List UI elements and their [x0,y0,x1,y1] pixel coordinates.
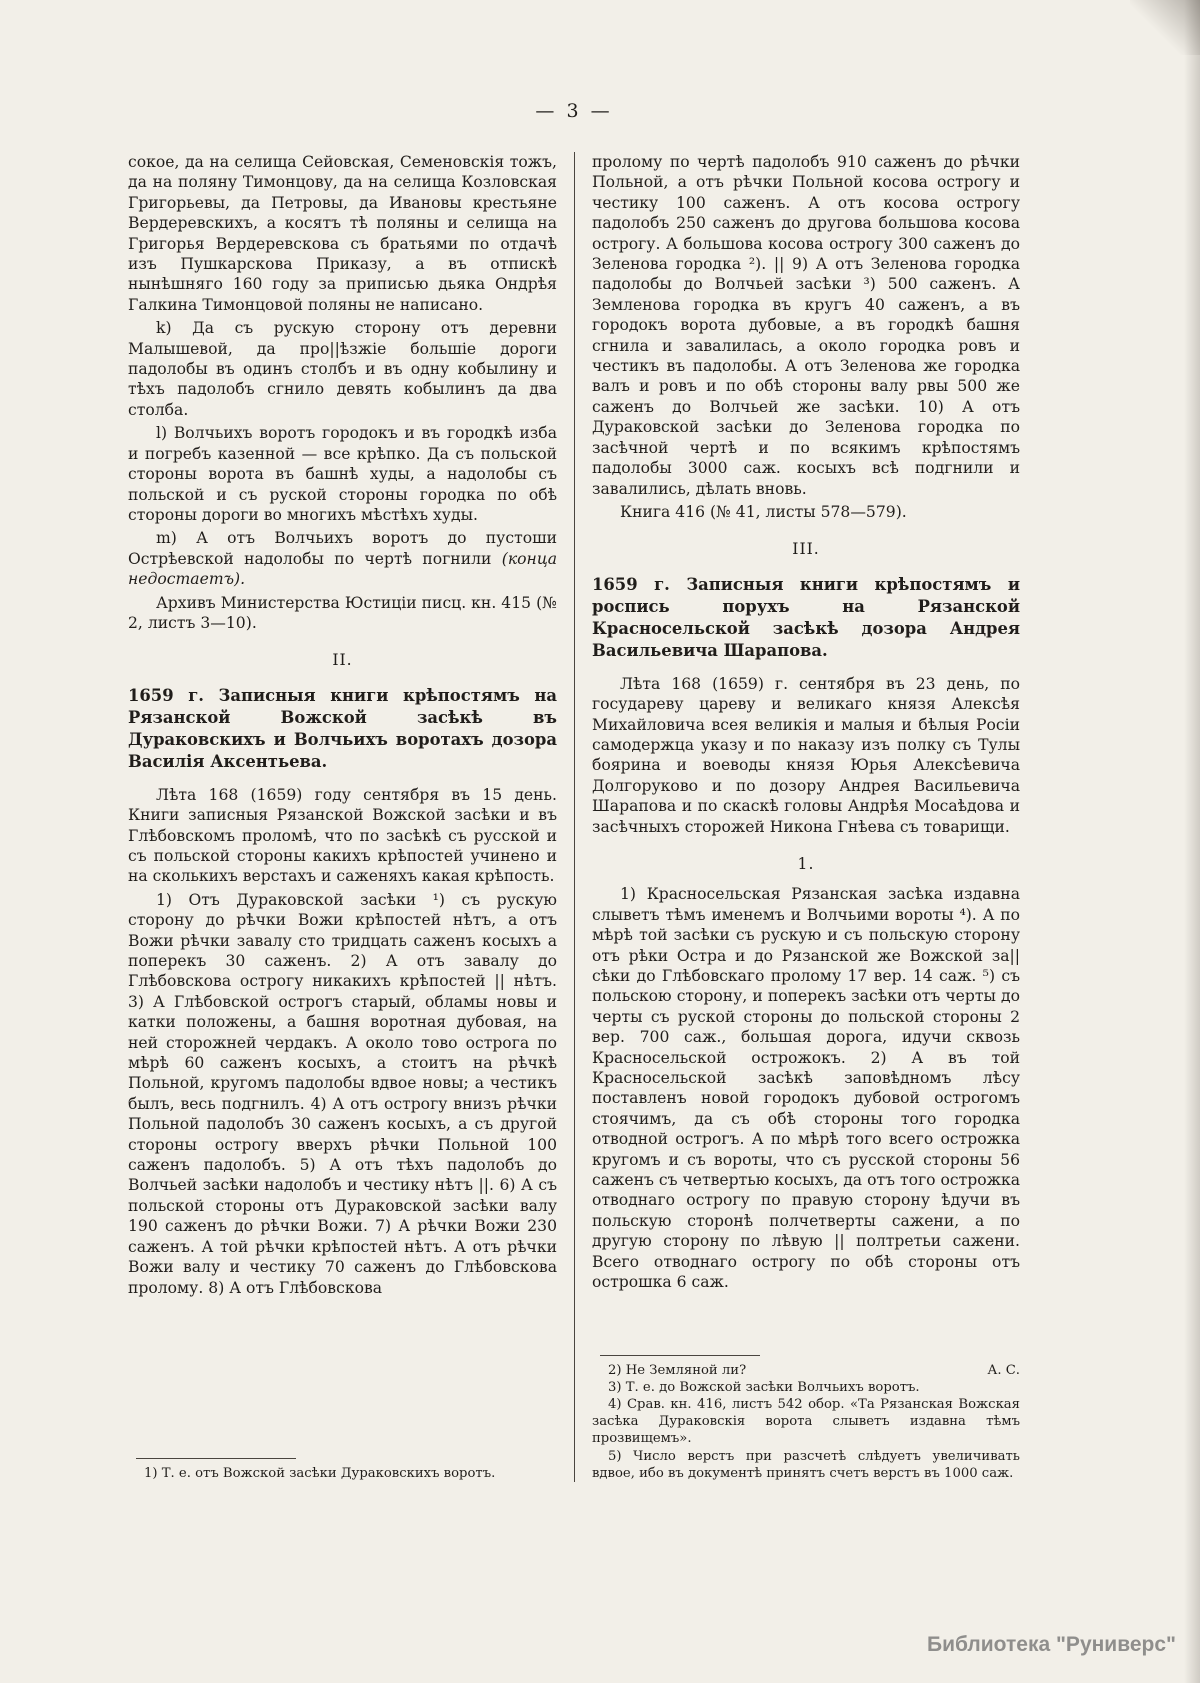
page-number: — 3 — [535,100,613,122]
paragraph: m) А отъ Волчьихъ воротъ до пустоши Острѣевской надолобы по чертѣ погнили (конца недостаетъ). [128,529,557,589]
footnote: 4) Срав. кн. 416, листъ 542 обор. «Та Рязанская Вожская засѣка Дураковскія ворота слыветъ издавна тѣмъ прозвищемъ». [592,1396,1020,1447]
paragraph: Лѣта 168 (1659) г. сентября въ 23 день, по государеву цареву и великаго князя Алексѣя Михайловича всея великія и малыя и бѣлыя Росіи самодержца указу и по наказу изъ полку съ Тулы боярина и воеводы князя Юрья Алексѣевича Долгоруково и по дозору Андрея Васильевича Шарапова и по скаскѣ головы Андрѣя Мосаѣдова и засѣчныхъ сторожей Никона Гнѣева съ товарищи. [592,674,1020,836]
scan-corner-shadow [1130,0,1200,55]
footnote: 3) Т. е. до Вожской засѣки Волчьихъ воротъ. [608,1379,920,1395]
footnote: 5) Число верстъ при разсчетѣ слѣдуетъ увеличивать вдвое, ибо въ документѣ принятъ счетъ верстъ въ 1000 саж. [592,1448,1020,1481]
paragraph: 1) Красносельская Рязанская засѣка издавна слыветъ тѣмъ именемъ и Волчьими вороты ⁴). А по мѣрѣ той засѣки съ рускую и съ польскую сторону отъ рѣки Остра и до Рязанской же Вожской за||сѣки до Глѣбовскаго пролому 17 вер. 14 саж. ⁵) съ польскою сторону, и поперекъ засѣки отъ черты до черты съ руской стороны до польской стороны 2 вер. 700 саж., большая дорога, идучи сквозь Красносельской острожокъ. 2) А въ той Красносельской засѣкѣ заповѣдномъ лѣсу поставленъ новой городокъ дубовой острогомъ стоячимъ, да съ обѣ стороны того городка отводной острогъ. А по мѣрѣ того всего острожка кругомъ и съ вороты, что съ русской стороны 56 саженъ съ четвертью косыхъ, да отъ того острожка отводнаго острогу по правую сторону ѣдучи въ польскую сторонѣ полчетверты сажени, а по другую сторону по лѣвую || полтретьи сажени. Всего отводнаго острогу по обѣ стороны отъ острошка 6 саж. [592,885,1020,1292]
footnote: 2) Не Земляной ли? А. С. [608,1362,1020,1378]
library-watermark: Библиотека "Руниверс" [926,1633,1176,1656]
italic-note: (конца недостаетъ). [128,549,557,589]
left-column [128,152,574,1482]
paragraph: k) Да съ рускую сторону отъ деревни Малышевой, да про||ѣзжіе большіе дороги падолобы въ одинъ столбъ и въ одну кобылину и тѣхъ падолобъ сгнило девять кобылинъ да два столба. [128,319,557,419]
section-number: III. [792,540,820,559]
paragraph: 1) Отъ Дураковской засѣки ¹) съ рускую сторону до рѣчки Вожи крѣпостей нѣтъ, а отъ Вожи рѣчки завалу сто тридцать саженъ косыхъ а поперекъ 30 саженъ. 2) А отъ завалу до Глѣбовскова острогу никакихъ крѣпостей || нѣтъ. 3) А Глѣбовской острогъ старый, обламы новы и катки положены, а башня воротная дубовая, на ней сторожней чердакъ. А около тово острога по мѣрѣ 60 саженъ косыхъ, а стоитъ на рѣчкѣ Польной, кругомъ падолобы вдвое новы; а честикъ былъ, весь подгнилъ. 4) А отъ острогу внизъ рѣчки Польной падолобъ 30 саженъ косыхъ, а съ другой стороны острогу вверхъ рѣчки Польной 100 саженъ падолобъ. 5) А отъ тѣхъ падолобъ до Волчьей засѣки надолобъ и честику нѣтъ ||. 6) А съ польской стороны отъ Дураковской засѣки валу 190 саженъ до рѣчки Вожи. 7) А рѣчки Вожи 230 саженъ. А той рѣчки крѣпостей нѣтъ. А отъ рѣчки Вожи валу и честику 70 саженъ до Глѣбовскова пролому. 8) А отъ Глѣбовскова [128,890,557,1297]
section-number: 1. [797,854,815,873]
footnote-initials: А. С. [987,1362,1020,1378]
footnotes-block [128,1450,557,1482]
footnote-rule [136,1458,296,1459]
footnote-rule [600,1355,760,1356]
paragraph: Лѣта 168 (1659) году сентября въ 15 день. Книги записныя Рязанской Вожской засѣки и въ Глѣбовскомъ проломѣ, что по засѣкѣ съ русской и съ польской стороны какихъ крѣпостей учинено и на сколькихъ верстахъ и саженяхъ какая крѣпость. [128,785,557,886]
paragraph: пролому по чертѣ падолобъ 910 саженъ до рѣчки Польной, а отъ рѣчки Польной косова острогу и честику 100 саженъ. А отъ косова острогу падолобъ 250 саженъ до другова большова косова острогу. А большова косова острогу 300 саженъ до Зеленова городка ²). || 9) А отъ Зеленова городка падолобы до Волчьей засѣки ³) 500 саженъ. А Земленова городка въ кругъ 40 саженъ, а въ городокъ ворота дубовые, а въ городкѣ башня сгнила и завалилась, а около городка ровъ и честикъ въ падолобы. А отъ Зеленова же городка валъ и ровъ и по обѣ стороны валу рвы 500 же саженъ до Волчьей же засѣки. 10) А отъ Дураковской засѣки до Зеленова городка по засѣчной чертѣ и по всякимъ крѣпостямъ падолобы 3000 саж. косыхъ всѣ подгнили и завалились, дѣлать вновь. [592,153,1020,498]
paragraph: сокое, да на селища Сейовская, Семеновскія тожъ, да на поляну Тимонцову, да на селища Козловская Григорьевы, да Петровы, да Ивановы крестьяне Вердеревскихъ, а косятъ тѣ поляны и селища на Григорья Вердеревскова съ братьями по отдачѣ изъ Пушкарскова Приказу, а въ отпискѣ нынѣшняго 160 году за приписью дьяка Ондрѣя Галкина Тимонцовой поляны не написано. [128,153,557,314]
paragraph: Книга 416 (№ 41, листы 578—579). [620,502,907,521]
section-heading: 1659 г. Записныя книги крѣпостямъ и роспись порухъ на Рязанской Красносельской засѣкѣ дозора Андрея Васильевича Шарапова. [592,574,1020,660]
two-column-text [128,152,1020,1482]
scan-edge-shading [1184,0,1200,1683]
paragraph: Архивъ Министерства Юстиціи писц. кн. 415 (№ 2, листъ 3—10). [128,593,557,632]
section-heading: 1659 г. Записныя книги крѣпостямъ на Рязанской Вожской засѣкѣ въ Дураковскихъ и Волчьихъ воротахъ дозора Василія Аксентьева. [128,685,557,771]
page-content [128,100,1020,1482]
footnote: 1) Т. е. отъ Вожской засѣки Дураковскихъ воротъ. [144,1465,496,1481]
right-column [574,152,1020,1482]
footnotes-block [592,1347,1020,1482]
section-number: II. [332,651,353,670]
paragraph: l) Волчьихъ воротъ городокъ и въ городкѣ изба и погребъ казенной — все крѣпко. Да съ польской стороны ворота въ башнѣ худы, а надолобы съ польской и съ руской стороны городка по обѣ стороны дороги во многихъ мѣстѣхъ худы. [128,424,557,524]
